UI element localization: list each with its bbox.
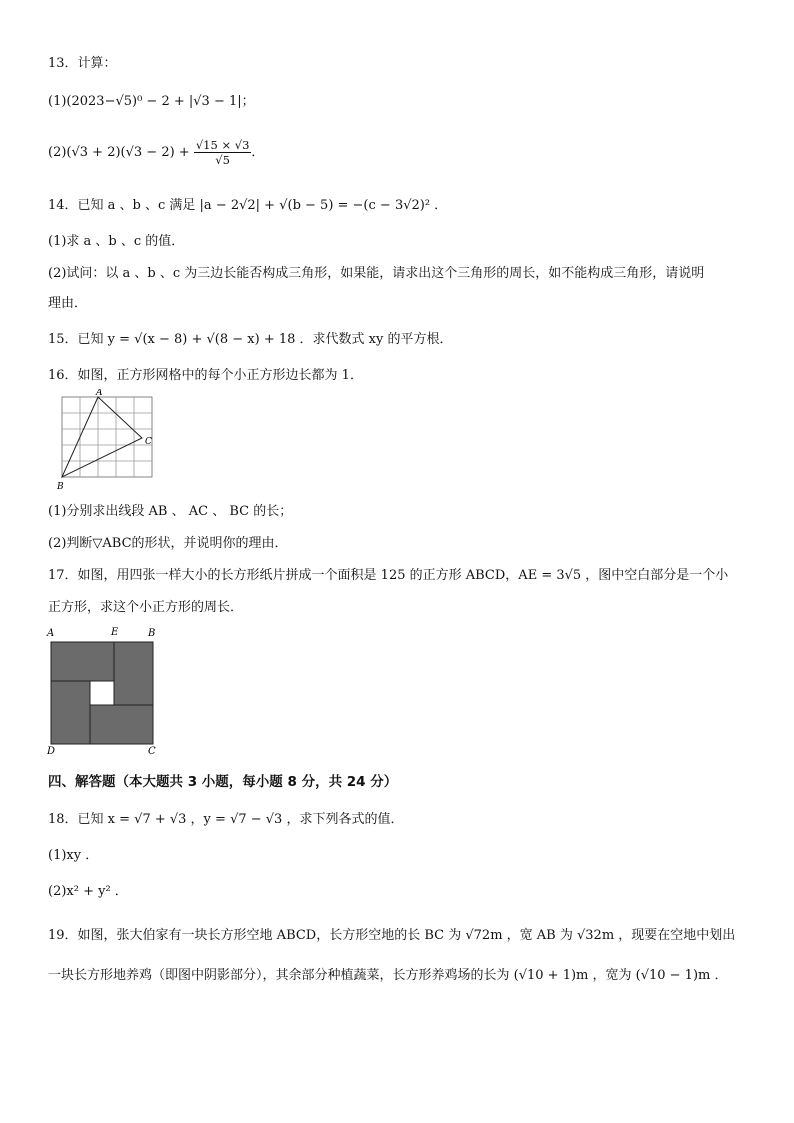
q13-part2-suffix: ．	[251, 145, 265, 160]
q16-label-a: A	[96, 389, 103, 398]
q16-label-b: B	[57, 482, 64, 492]
q17-line1: 17．如图，用四张一样大小的长方形纸片拼成一个面积是 125 的正方形 ABCD，AE = 3√5 ，图中空白部分是一个小	[48, 568, 729, 583]
q16-part2: (2)判断▽ABC的形状，并说明你的理由．	[48, 536, 288, 551]
q16-grid	[62, 397, 152, 477]
q17-center-square	[90, 681, 114, 705]
q17-label-c: C	[148, 746, 156, 756]
q13-part2-prefix: (2)(√3 + 2)(√3 − 2) +	[48, 145, 194, 160]
q13-part2	[48, 138, 264, 167]
q13-fraction	[194, 138, 252, 167]
q19-line1: 19．如图，张大伯家有一块长方形空地 ABCD，长方形空地的长 BC 为 √72m ，宽 AB 为 √32m ，现要在空地中划出	[48, 928, 736, 943]
q17-label-e: E	[111, 627, 119, 638]
q13-part1: (1)(2023−√5)⁰ − 2 + |√3 − 1|；	[48, 94, 255, 109]
q17-label-a: A	[47, 628, 55, 639]
q18-text: 18．已知 x = √7 + √3 ，y = √7 − √3 ，求下列各式的值．	[48, 812, 404, 827]
q16-triangle	[62, 397, 142, 477]
q13-fraction-denominator: √5	[215, 153, 230, 167]
q14-part2-line2: 理由．	[48, 296, 88, 311]
q17-square-figure	[44, 622, 164, 756]
q17-rectangles	[51, 642, 153, 744]
q13-fraction-numerator: √15 × √3	[195, 138, 250, 152]
q17-rect-right	[114, 642, 153, 705]
q17-rect-bottom	[90, 705, 153, 744]
q16-grid-figure	[52, 389, 162, 493]
q16-part1: (1)分别求出线段 AB 、 AC 、 BC 的长；	[48, 504, 293, 519]
q17-label-b: B	[148, 628, 156, 639]
q16-text: 16．如图，正方形网格中的每个小正方形边长都为 1．	[48, 368, 363, 383]
q14-title: 14．已知 a 、b 、c 满足 |a − 2√2| + √(b − 5) = −(c − 3√2)² ．	[48, 198, 448, 213]
q19-line2: 一块长方形地养鸡（即图中阴影部分），其余部分种植蔬菜，长方形养鸡场的长为 (√10 + 1)m ，宽为 (√10 − 1)m ．	[48, 968, 728, 983]
q13-title: 13．计算：	[48, 56, 117, 71]
q18-part1: (1)xy ．	[48, 848, 99, 863]
q17-label-d: D	[47, 746, 56, 756]
q16-label-c: C	[145, 437, 152, 447]
q15-text: 15．已知 y = √(x − 8) + √(8 − x) + 18 ．求代数式 xy 的平方根．	[48, 332, 453, 347]
q18-part2: (2)x² + y² ．	[48, 884, 128, 899]
q17-rect-top	[51, 642, 114, 681]
q14-part2-line1: (2)试问：以 a 、b 、c 为三边长能否构成三角形，如果能，请求出这个三角形的周长，如不能构成三角形，请说明	[48, 266, 705, 281]
q17-line2: 正方形，求这个小正方形的周长．	[48, 600, 244, 615]
q17-rect-left	[51, 681, 90, 744]
q14-part1: (1)求 a 、b 、c 的值．	[48, 234, 185, 249]
section4-heading: 四、解答题（本大题共 3 小题，每小题 8 分，共 24 分）	[48, 774, 398, 790]
